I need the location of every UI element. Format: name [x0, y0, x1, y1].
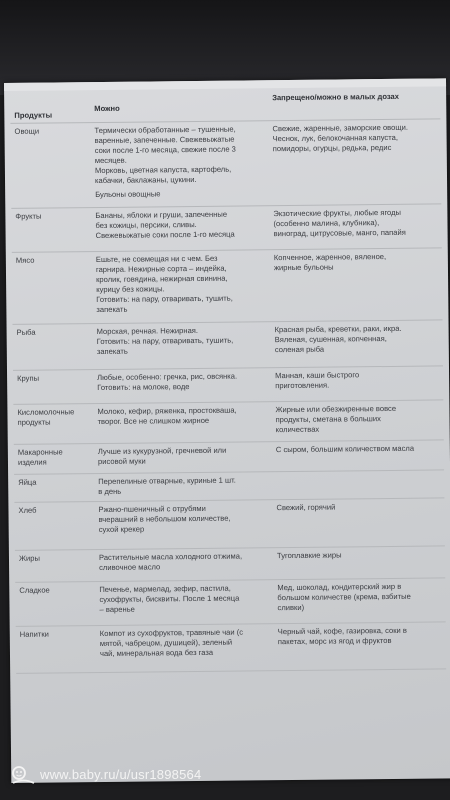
product-cell: Фрукты [15, 211, 42, 221]
baby-logo-icon [10, 764, 36, 786]
product-cell: Рыба [16, 327, 36, 337]
allowed-cell: Молоко, кефир, ряженка, простокваша, творог. Все не слишком жирное [97, 405, 237, 427]
restricted-cell: С сыром, большим количеством масла [275, 443, 415, 455]
restricted-cell: Свежие, жаренные, заморские овощи. Чеснок, лук, белокочанная капуста, помидоры, огурцы, редька, редис [272, 122, 408, 154]
allowed-cell: Термически обработанные – тушенные, варенные, запеченные. Свежевыжатые соки после 1-го месяца, свежие после 3 месяцев. Морковь, цветная капуста, картофель, кабачки, баклажаны, цукини. Бульоны овощные [94, 124, 236, 200]
allowed-cell: Бананы, яблоки и груши, запеченные без кожицы, персики, сливы. Свежевыжатые соки после 1-го месяца [95, 209, 235, 241]
header-products: Продукты [14, 110, 53, 120]
product-cell: Сладкое [19, 585, 50, 595]
table-row [13, 399, 443, 445]
product-cell: Крупы [17, 373, 40, 383]
allowed-cell: Лучше из кукурузной, гречневой или рисовой муки [97, 445, 227, 467]
allowed-cell: Ешьте, не совмещая ни с чем. Без гарнира. Нежирные сорта – индейка, кролик, говядина, нежирная свинина, курицу без кожицы. Готовить: на пару, отваривать, тушить, запекать [95, 253, 233, 315]
restricted-cell: Черный чай, кофе, газировка, соки в пакетах, морс из ягод и фруктов [277, 625, 407, 647]
allowed-cell: Перепелиные отварные, куриные 1 шт. в день [98, 475, 236, 497]
product-cell: Кисломолочные продукты [17, 407, 75, 427]
table-row [13, 319, 443, 371]
allowed-cell: Любые, особенно: гречка, рис, овсянка. Готовить: на молоке, воде [97, 371, 238, 393]
allowed-cell: Растительные масла холодного отжима, сливочное масло [98, 551, 243, 573]
allowed-cell: Компот из сухофруктов, травяные чаи (с мятой, чабрецом, душицей), зеленый чай, минеральная вода без газа [99, 627, 244, 659]
table-row [13, 365, 443, 405]
product-cell: Овощи [14, 126, 40, 136]
header-restricted: Запрещено/можно в малых дозах [272, 91, 400, 103]
paper-sheet [4, 78, 450, 783]
restricted-cell: Экзотические фрукты, любые ягоды (особенно малина, клубника), виноград, цитрусовые, манго, папайя [273, 207, 406, 239]
product-cell: Хлеб [18, 505, 37, 515]
allowed-cell: Морская, речная. Нежирная. Готовить: на пару, отваривать, тушить, запекать [96, 325, 234, 357]
restricted-cell: Свежий, горячий [276, 502, 336, 513]
restricted-cell: Жирные или обезжиренные вовсе продукты, сметана в больших количествах [275, 403, 397, 435]
restricted-cell: Копченное, жаренное, вяленое, жирные бульоны [273, 252, 387, 273]
allowed-cell: Печенье, мармелад, зефир, пастила, сухофрукты, бисквиты. После 1 месяца – варенье [99, 583, 240, 615]
table-row [14, 497, 444, 551]
restricted-cell [276, 473, 441, 475]
product-cell: Яйца [18, 477, 37, 487]
table-row [15, 577, 445, 627]
restricted-cell: Манная, каши быстрого приготовления. [275, 370, 360, 391]
restricted-cell: Мед, шоколад, кондитерский жир в большом количестве (крема, взбитые сливки) [277, 581, 411, 613]
allowed-cell: Ржано-пшеничный с отрубями вчерашний в небольшом количестве, сухой крекер [98, 503, 231, 535]
table-header-row [10, 88, 440, 120]
product-cell: Мясо [15, 255, 35, 265]
table-row [16, 621, 446, 674]
table-row [10, 118, 441, 208]
table-row [11, 203, 441, 253]
product-cell: Напитки [19, 629, 49, 639]
table-row [12, 247, 443, 324]
product-cell: Жиры [18, 553, 40, 563]
restricted-cell: Тугоплавкие жиры [276, 550, 342, 561]
header-allowed: Можно [94, 103, 120, 114]
product-cell: Макаронные изделия [17, 447, 63, 467]
watermark-text: www.baby.ru/u/usr1898564 [40, 767, 202, 782]
restricted-cell: Красная рыба, креветки, раки, икра. Вяленая, сушенная, копченная, соленая рыба [274, 323, 402, 355]
watermark [10, 762, 440, 788]
